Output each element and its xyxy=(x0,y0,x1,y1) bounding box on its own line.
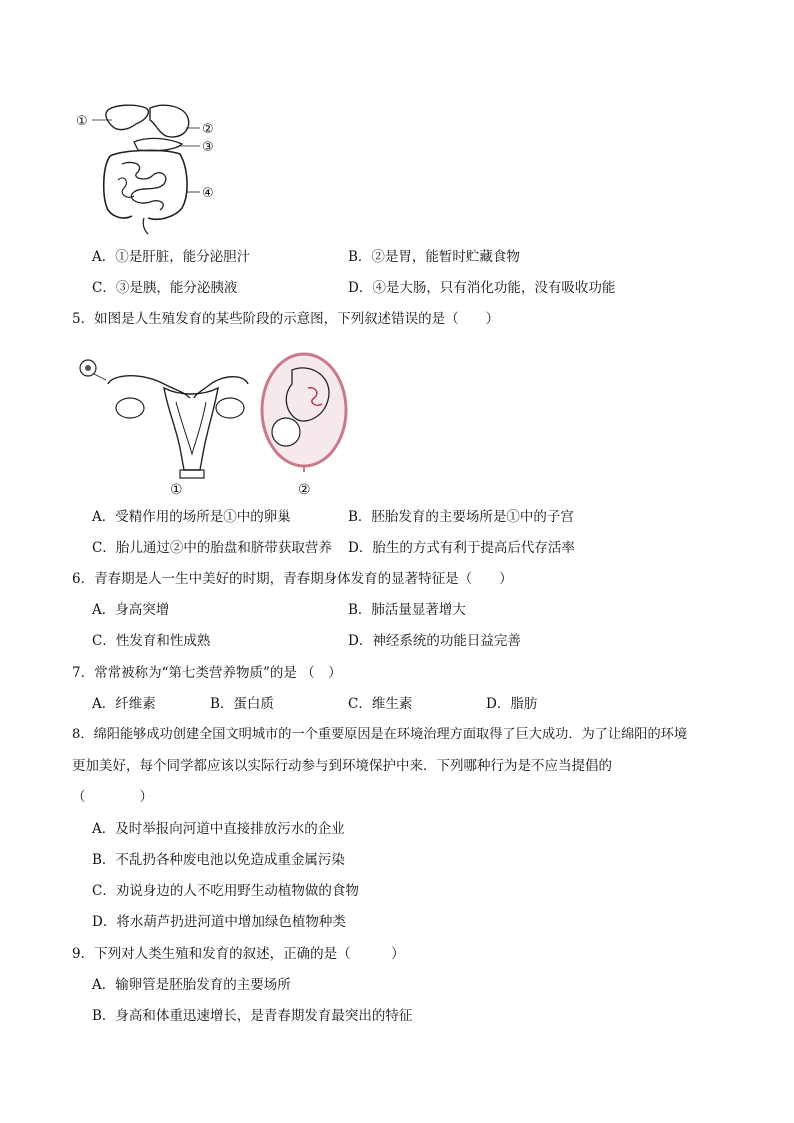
uterus-wall-shape xyxy=(262,354,346,466)
stomach-shape xyxy=(150,105,189,137)
q7-option-c: C．维生素 xyxy=(348,696,413,712)
q5-option-a: A．受精作用的场所是①中的卵巢 xyxy=(92,509,291,525)
figure-label-fig1: ① xyxy=(170,482,183,498)
q8-answer-bracket: （ ） xyxy=(72,789,153,805)
q6-option-a: A．身高突增 xyxy=(92,602,170,618)
right-ovary-shape xyxy=(216,398,244,418)
q8-option-d: D．将水葫芦扔进河道中增加绿色植物种类 xyxy=(92,914,346,930)
vagina-shape xyxy=(180,470,204,478)
small-intestine-shape xyxy=(122,162,166,210)
q7-stem: 7．常常被称为“第七类营养物质”的是 （ ） xyxy=(72,665,342,681)
q6-option-d: D．神经系统的功能日益完善 xyxy=(348,633,521,649)
q9-option-a: A．输卵管是胚胎发育的主要场所 xyxy=(92,977,291,993)
q6-option-b: B．肺活量显著增大 xyxy=(348,602,466,618)
right-fallopian-tube xyxy=(194,377,248,398)
figure-label-1: ① xyxy=(76,114,88,129)
figure-label-3: ③ xyxy=(202,140,214,155)
q7-option-a: A．纤维素 xyxy=(92,696,156,712)
figure-label-fig2: ② xyxy=(298,482,311,498)
q5-stem: 5．如图是人生殖发育的某些阶段的示意图，下列叙述错误的是（ ） xyxy=(72,311,500,327)
q8-option-b: B．不乱扔各种废电池以免造成重金属污染 xyxy=(92,852,345,868)
digestive-system-diagram xyxy=(72,98,232,238)
uterus-shape xyxy=(164,388,218,470)
q9-option-b: B．身高和体重迅速增长，是青春期发育最突出的特征 xyxy=(92,1008,413,1024)
q5-option-d: D．胎生的方式有利于提高后代存活率 xyxy=(348,540,575,556)
pancreas-shape xyxy=(134,138,182,150)
q5-option-c: C．胎儿通过②中的胎盘和脐带获取营养 xyxy=(92,540,332,556)
figure-label-2: ② xyxy=(202,122,214,137)
q7-option-b: B．蛋白质 xyxy=(210,696,274,712)
q9-stem: 9．下列对人类生殖和发育的叙述，正确的是（ ） xyxy=(72,946,405,962)
q8-stem-line1: 8．绵阳能够成功创建全国文明城市的一个重要原因是在环境治理方面取得了巨大成功．为了让绵阳的环境 xyxy=(72,727,688,742)
uterus-cavity-shape xyxy=(176,402,206,454)
reproduction-diagram xyxy=(72,344,372,500)
left-ovary-shape xyxy=(116,398,144,418)
q5-option-b: B．胚胎发育的主要场所是①中的子宫 xyxy=(348,509,574,525)
left-fallopian-tube xyxy=(108,376,190,398)
q4-option-c: C．③是胰，能分泌胰液 xyxy=(92,280,238,296)
liver-shape xyxy=(106,105,148,129)
egg-nucleus-shape xyxy=(85,365,91,371)
q8-option-c: C．劝说身边的人不吃用野生动植物做的食物 xyxy=(92,883,359,899)
rectum-shape xyxy=(143,218,148,234)
large-intestine-shape xyxy=(104,150,187,219)
figure-label-4: ④ xyxy=(202,186,214,201)
q4-option-b: B．②是胃，能暂时贮藏食物 xyxy=(348,249,520,265)
reproduction-figure xyxy=(72,344,372,500)
digestive-system-figure xyxy=(72,98,232,238)
fetus-head-shape xyxy=(272,418,300,446)
q6-stem: 6．青春期是人一生中美好的时期，青春期身体发育的显著特征是（ ） xyxy=(72,571,513,587)
q4-option-a: A．①是肝脏，能分泌胆汁 xyxy=(92,249,251,265)
q8-stem-line2: 更加美好，每个同学都应该以实际行动参与到环境保护中来．下列哪种行为是不应当提倡的 xyxy=(72,758,612,774)
q6-option-c: C．性发育和性成熟 xyxy=(92,633,211,649)
q7-option-d: D．脂肪 xyxy=(486,696,538,712)
q8-option-a: A．及时举报向河道中直接排放污水的企业 xyxy=(92,821,345,837)
q4-option-d: D．④是大肠，只有消化功能，没有吸收功能 xyxy=(348,280,616,296)
